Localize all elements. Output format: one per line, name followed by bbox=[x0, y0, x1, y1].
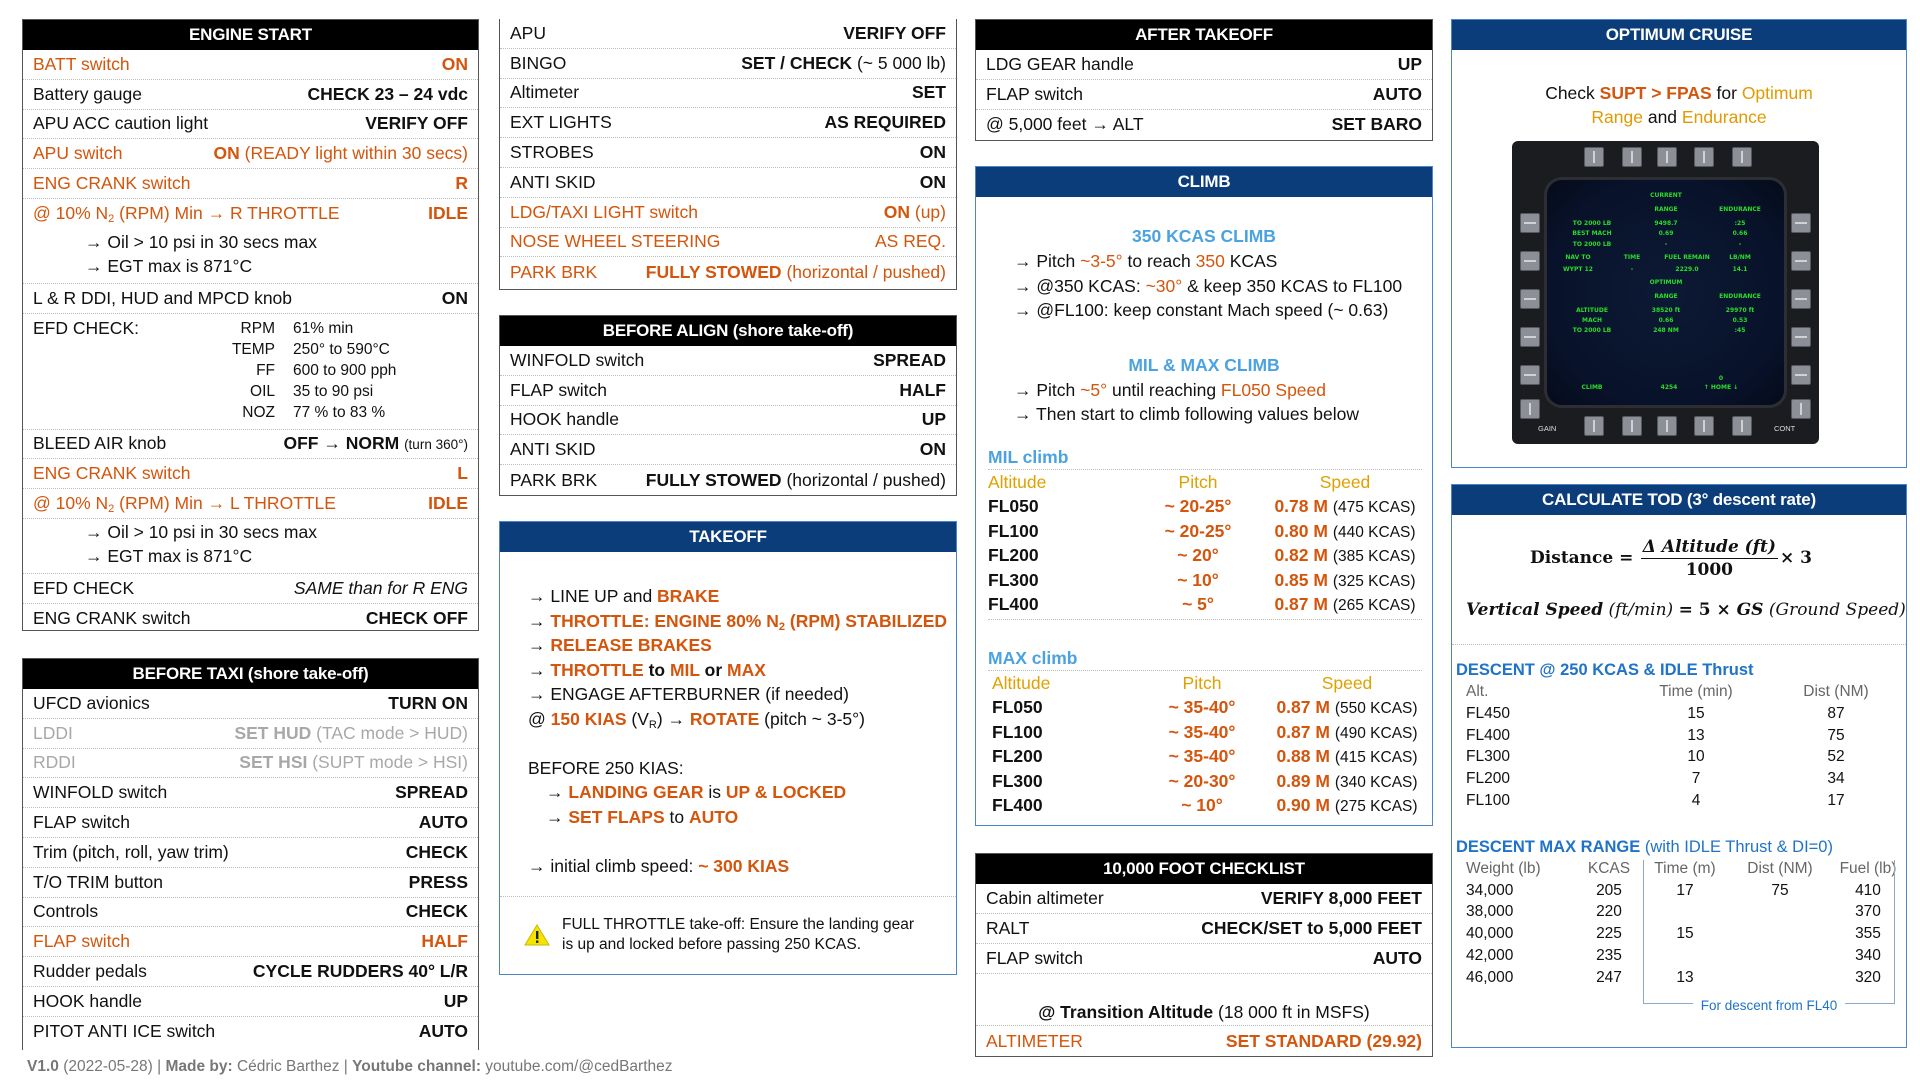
checklist-row bbox=[500, 346, 956, 376]
row-value: ON (up) bbox=[883, 201, 946, 222]
checklist-row bbox=[500, 49, 956, 79]
milmax-line-2: → Then start to climb following values below bbox=[1014, 404, 1359, 424]
checklist-row bbox=[23, 987, 478, 1017]
row-value: IDLE bbox=[428, 203, 468, 224]
row-label: APU bbox=[510, 22, 546, 43]
descent-table: Alt. Time (min) Dist (NM) FL450 15 87 FL400 13 75 FL300 10 52 FL200 7 34 FL100 4 17 bbox=[1456, 681, 1906, 812]
climb-title: CLIMB bbox=[976, 167, 1432, 197]
row-value: FULLY STOWED (horizontal / pushed) bbox=[645, 469, 946, 490]
mfd-bezel-button bbox=[1520, 365, 1540, 385]
row-label: FLAP switch bbox=[986, 83, 1083, 104]
before-taxi-title: BEFORE TAXI (shore take-off) bbox=[23, 659, 478, 689]
checklist-row bbox=[23, 139, 478, 169]
row-value: AUTO bbox=[418, 1021, 468, 1042]
row-label: Rudder pedals bbox=[33, 961, 147, 982]
calculate-tod-panel bbox=[1451, 484, 1907, 1048]
row-label: RDDI bbox=[33, 752, 76, 773]
row-value: AS REQUIRED bbox=[824, 112, 946, 133]
takeoff-title: TAKEOFF bbox=[500, 522, 956, 552]
checklist-row bbox=[23, 749, 478, 779]
row-label: EXT LIGHTS bbox=[510, 112, 612, 133]
row-label: Controls bbox=[33, 901, 99, 922]
row-value: AUTO bbox=[418, 812, 468, 833]
taxi-continued-panel bbox=[499, 19, 957, 290]
row-label: HOOK handle bbox=[510, 409, 619, 430]
checklist-row bbox=[500, 257, 956, 287]
eng-crank-l-row: ENG CRANK switch L bbox=[23, 459, 478, 489]
mfd-bezel-button bbox=[1622, 147, 1642, 167]
descent-row: FL450 15 87 bbox=[1466, 704, 1845, 722]
ten-thousand-title: 10,000 FOOT CHECKLIST bbox=[976, 854, 1432, 884]
checklist-row bbox=[500, 228, 956, 258]
mfd-bezel-button bbox=[1657, 147, 1677, 167]
checklist-row bbox=[976, 884, 1432, 914]
takeoff-line-3: → RELEASE BRAKES bbox=[528, 635, 712, 655]
checklist-row bbox=[23, 169, 478, 199]
climb-row: FL300 ~ 10° 0.85 M (325 KCAS) bbox=[988, 569, 1416, 590]
row-value: UP bbox=[443, 990, 468, 1011]
ten-thousand-panel bbox=[975, 853, 1433, 1057]
row-value: ON bbox=[919, 439, 946, 460]
row-label: LDDI bbox=[33, 722, 73, 743]
row-value: SET HSI (SUPT mode > HSI) bbox=[239, 752, 468, 773]
checklist-row bbox=[500, 376, 956, 406]
row-value: AS REQ. bbox=[875, 231, 946, 252]
row-value: SPREAD bbox=[873, 349, 946, 370]
throttle-l-row: @ 10% $N_2$ (RPM) Min → L THROTTLE IDLE bbox=[23, 489, 478, 519]
climb-row: FL100 ~ 20-25° 0.80 M (440 KCAS) bbox=[988, 520, 1416, 541]
row-label: RALT bbox=[986, 917, 1030, 938]
takeoff-line-9: → SET FLAPS to AUTO bbox=[546, 806, 739, 827]
footer: V1.0 (2022-05-28) | Made by: Cédric Barthez | Youtube channel: youtube.com/@cedBarthez bbox=[27, 1058, 673, 1075]
mfd-bezel-button bbox=[1520, 213, 1540, 233]
row-label: FLAP switch bbox=[986, 947, 1083, 968]
row-label: STROBES bbox=[510, 142, 594, 163]
checklist-row bbox=[500, 465, 956, 495]
vertical-speed-formula: Vertical Speed (ft/min) = 5 × GS (Ground Speed) bbox=[1466, 600, 1906, 620]
row-label: PARK BRK bbox=[510, 261, 598, 282]
checklist-row bbox=[976, 914, 1432, 944]
row-label: WINFOLD switch bbox=[33, 782, 168, 803]
row-value: CHECK 23 – 24 vdc bbox=[307, 83, 468, 104]
row-value: ON bbox=[441, 53, 468, 74]
checklist-row bbox=[500, 406, 956, 436]
row-label: BINGO bbox=[510, 52, 567, 73]
max-range-table: Weight (lb) KCAS Time (m) Dist (NM) Fuel (lb) 34,000 205 17 75 410 38,000 220 370 40,000 225 15 355 42,000 235 340 46,000 247 13 320 For descent from FL40 bbox=[1456, 858, 1906, 989]
checklist-row bbox=[500, 79, 956, 109]
cruise-line-1: Check SUPT > FPAS for Optimum bbox=[1545, 83, 1813, 103]
max-range-row: 34,000 205 17 75 410 bbox=[1466, 881, 1881, 899]
row-value: CYCLE RUDDERS 40° L/R bbox=[252, 961, 468, 982]
row-value: SPREAD bbox=[395, 782, 468, 803]
checklist-row bbox=[500, 435, 956, 465]
mfd-bezel-button bbox=[1791, 289, 1811, 309]
row-label: @ 5,000 feet → ALT bbox=[986, 113, 1144, 134]
row-value: FULLY STOWED (horizontal / pushed) bbox=[645, 261, 946, 282]
row-label: UFCD avionics bbox=[33, 692, 150, 713]
climb-row: FL400 ~ 10° 0.90 M (275 KCAS) bbox=[992, 795, 1418, 815]
max-climb-title: MAX climb bbox=[988, 647, 1078, 668]
row-label: HOOK handle bbox=[33, 990, 142, 1011]
cruise-line-2: Range and Endurance bbox=[1591, 107, 1767, 127]
row-value: UP bbox=[921, 409, 946, 430]
max-climb-table: Altitude Pitch Speed FL050 ~ 35-40° 0.87 M (550 KCAS) FL100 ~ 35-40° 0.87 M (490 KCAS) FL200 ~ 35-40° 0.88 M (415 KCAS) FL300 ~ 20-30° 0.89 M (340 KCAS) FL400 ~ 10° 0.90 M (275 KCAS) bbox=[988, 671, 1422, 818]
checklist-row bbox=[23, 868, 478, 898]
climb-row: FL200 ~ 35-40° 0.88 M (415 KCAS) bbox=[992, 746, 1418, 766]
kcas-climb-title: 350 KCAS CLIMB bbox=[1132, 226, 1276, 246]
descent-row: FL200 7 34 bbox=[1466, 770, 1845, 788]
row-label: WINFOLD switch bbox=[510, 349, 645, 370]
takeoff-line-4: → THROTTLE to MIL or MAX bbox=[528, 659, 766, 680]
row-value: ON bbox=[919, 142, 946, 163]
row-label: NOSE WHEEL STEERING bbox=[510, 231, 721, 252]
climb-row: FL200 ~ 20° 0.82 M (385 KCAS) bbox=[988, 545, 1416, 565]
mfd-bezel-button bbox=[1791, 327, 1811, 347]
checklist-row bbox=[976, 80, 1432, 110]
row-label: FLAP switch bbox=[510, 379, 607, 400]
tod-title: CALCULATE TOD (3° descent rate) bbox=[1452, 485, 1906, 515]
engine-r-notes: → Oil > 10 psi in 30 secs max → EGT max is 871°C bbox=[23, 229, 478, 284]
distance-formula: Distance = $\frac{\text{Δ Altitude (ft)}}{1000}$ × 3 bbox=[1530, 537, 1812, 580]
warning-icon bbox=[524, 924, 550, 946]
climb-row: FL050 ~ 35-40° 0.87 M (550 KCAS) bbox=[992, 697, 1418, 717]
descent-row: FL100 4 17 bbox=[1466, 791, 1845, 809]
row-value: CHECK bbox=[405, 901, 468, 922]
checklist-row bbox=[23, 778, 478, 808]
row-value: R bbox=[455, 173, 468, 194]
row-value: VERIFY OFF bbox=[843, 22, 946, 43]
row-label: ENG CRANK switch bbox=[33, 173, 191, 194]
row-label: PARK BRK bbox=[510, 469, 598, 490]
mfd-bezel-button bbox=[1732, 416, 1752, 436]
row-value: CHECK/SET to 5,000 FEET bbox=[1201, 917, 1422, 938]
kcas-line-2: → @350 KCAS: ~30° & keep 350 KCAS to FL100 bbox=[1014, 275, 1403, 296]
row-value: ON (READY light within 30 secs) bbox=[213, 143, 468, 164]
ddi-row: L & R DDI, HUD and MPCD knob ON bbox=[23, 284, 478, 314]
kcas-line-1: → Pitch ~3-5° to reach 350 KCAS bbox=[1014, 251, 1278, 271]
engine-l-notes: → Oil > 10 psi in 30 secs max → EGT max is 871°C bbox=[23, 519, 478, 574]
climb-row: FL400 ~ 5° 0.87 M (265 KCAS) bbox=[988, 594, 1416, 614]
after-takeoff-title: AFTER TAKEOFF bbox=[976, 20, 1432, 50]
takeoff-line-5: → ENGAGE AFTERBURNER (if needed) bbox=[528, 684, 849, 704]
checklist-row bbox=[500, 108, 956, 138]
before-taxi-panel bbox=[22, 658, 479, 1050]
mfd-bezel-button bbox=[1732, 147, 1752, 167]
checklist-row bbox=[976, 50, 1432, 80]
checklist-row bbox=[23, 110, 478, 140]
row-value: AUTO bbox=[1372, 83, 1422, 104]
row-value: HALF bbox=[899, 379, 946, 400]
row-label: ANTI SKID bbox=[510, 439, 596, 460]
row-label: LDG/TAXI LIGHT switch bbox=[510, 201, 699, 222]
max-range-row: 46,000 247 13 320 bbox=[1466, 968, 1881, 986]
row-value: CHECK bbox=[405, 841, 468, 862]
fl40-bracket bbox=[1643, 860, 1895, 1004]
row-label: APU switch bbox=[33, 143, 123, 164]
max-range-row: 42,000 235 340 bbox=[1466, 946, 1881, 964]
row-value: AUTO bbox=[1372, 947, 1422, 968]
takeoff-line-1: → LINE UP and BRAKE bbox=[528, 586, 720, 606]
mfd-bezel-button bbox=[1584, 416, 1604, 436]
mfd-bezel-button bbox=[1657, 416, 1677, 436]
checklist-row: @ 10% $N_2$ (RPM) Min → R THROTTLE IDLE bbox=[33, 202, 468, 225]
mfd-bezel-button bbox=[1791, 365, 1811, 385]
checklist-row bbox=[23, 927, 478, 957]
row-value: PRESS bbox=[408, 871, 468, 892]
climb-row: FL100 ~ 35-40° 0.87 M (490 KCAS) bbox=[992, 721, 1418, 742]
mfd-bezel-button bbox=[1584, 147, 1604, 167]
row-label: T/O TRIM button bbox=[33, 871, 163, 892]
row-value: VERIFY OFF bbox=[365, 113, 468, 134]
row-value: SET / CHECK (~ 5 000 lb) bbox=[741, 52, 946, 73]
checklist-row bbox=[500, 198, 956, 228]
mfd-bezel-button bbox=[1791, 399, 1811, 419]
row-label: Altimeter bbox=[510, 82, 580, 103]
mfd-bezel-button bbox=[1520, 251, 1540, 271]
after-takeoff-panel bbox=[975, 19, 1433, 141]
takeoff-panel bbox=[499, 521, 957, 975]
checklist-row bbox=[23, 1017, 478, 1047]
row-value: SET HUD (TAC mode > HUD) bbox=[234, 722, 468, 743]
mfd-bezel-button bbox=[1791, 213, 1811, 233]
row-label: BATT switch bbox=[33, 53, 130, 74]
milmax-climb-title: MIL & MAX CLIMB bbox=[1128, 354, 1280, 375]
checklist-row bbox=[500, 168, 956, 198]
takeoff-line-8: → LANDING GEAR is UP & LOCKED bbox=[546, 782, 847, 802]
altimeter-row: ALTIMETER SET STANDARD (29.92) bbox=[986, 1030, 1422, 1051]
climb-panel bbox=[975, 166, 1433, 826]
checklist-row bbox=[23, 838, 478, 868]
checklist-row bbox=[500, 19, 956, 49]
row-label: Trim (pitch, roll, yaw trim) bbox=[33, 841, 229, 862]
row-value: SET bbox=[911, 82, 946, 103]
mfd-bezel-button bbox=[1694, 416, 1714, 436]
row-value: UP bbox=[1397, 53, 1422, 74]
optimum-cruise-title: OPTIMUM CRUISE bbox=[1452, 20, 1906, 50]
efd-check: EFD CHECK: RPM 61% min TEMP 250° to 590°C FF 600 to 900 pph OIL 35 to 90 psi NOZ 77 % to 83 % bbox=[23, 314, 478, 430]
takeoff-line-7: BEFORE 250 KIAS: bbox=[528, 757, 684, 778]
mfd-bezel-button bbox=[1520, 289, 1540, 309]
mfd-bezel-button bbox=[1694, 147, 1714, 167]
mfd-bezel-button bbox=[1520, 327, 1540, 347]
checklist-row bbox=[500, 138, 956, 168]
optimum-cruise-panel bbox=[1451, 19, 1907, 468]
descent-row: FL300 10 52 bbox=[1466, 748, 1845, 766]
row-value: ON bbox=[919, 171, 946, 192]
row-label: Battery gauge bbox=[33, 83, 142, 104]
takeoff-line-2: → THROTTLE: ENGINE 80% $N_2$ (RPM) STABILIZED bbox=[528, 610, 948, 633]
checklist-row bbox=[23, 50, 478, 80]
checklist-row bbox=[23, 80, 478, 110]
descent-row: FL400 13 75 bbox=[1466, 726, 1845, 744]
takeoff-line-10: → initial climb speed: ~ 300 KIAS bbox=[528, 855, 790, 876]
checklist-row bbox=[23, 689, 478, 719]
row-label: ANTI SKID bbox=[510, 171, 596, 192]
checklist-row bbox=[23, 808, 478, 838]
row-label: LDG GEAR handle bbox=[986, 53, 1134, 74]
milmax-line-1: → Pitch ~5° until reaching FL050 Speed bbox=[1014, 379, 1327, 400]
max-range-row: 40,000 225 15 355 bbox=[1466, 925, 1881, 943]
takeoff-line-6: @ 150 KIAS $(V_R)$ → ROTATE (pitch ~ 3-5°) bbox=[528, 708, 865, 731]
mil-climb-title: MIL climb bbox=[988, 446, 1069, 467]
row-label: APU ACC caution light bbox=[33, 113, 209, 134]
row-value: HALF bbox=[421, 931, 468, 952]
efd-l-row: EFD CHECK SAME than for R ENG bbox=[23, 574, 478, 604]
kcas-line-3: → @FL100: keep constant Mach speed (~ 0.63) bbox=[1014, 300, 1389, 320]
eng-crank-off-row: ENG CRANK switch CHECK OFF bbox=[33, 608, 468, 629]
mfd-bezel-button bbox=[1791, 251, 1811, 271]
mfd-bezel-button bbox=[1622, 416, 1642, 436]
checklist-row bbox=[23, 898, 478, 928]
checklist-row bbox=[23, 957, 478, 987]
row-label: Cabin altimeter bbox=[986, 887, 1104, 908]
climb-row: FL300 ~ 20-30° 0.89 M (340 KCAS) bbox=[992, 770, 1418, 791]
fpas-mfd-image: CURRENT RANGE ENDURANCE TO 2000 LB 9498.7 :25 BEST MACH 0.69 0.66 TO 2000 LB - - NAV TO TIME FUEL REMAIN LB/NM WYPT 12 - 2229.0 14.1 OPTIMUM RANGE ENDURANCE ALTITUDE 38520 ft 29970 ft MACH 0.66 0.53 TO 2000 LB 248 NM :45 0 CLIMB 4254 ↑ HOME ↓ GAIN CONT bbox=[1512, 141, 1819, 444]
max-range-row: 38,000 220 370 bbox=[1466, 903, 1881, 921]
row-label: PITOT ANTI ICE switch bbox=[33, 1021, 216, 1042]
transition-altitude: @ Transition Altitude (18 000 ft in MSFS) bbox=[976, 998, 1432, 1026]
row-value: VERIFY 8,000 FEET bbox=[1260, 887, 1422, 908]
before-align-title: BEFORE ALIGN (shore take-off) bbox=[500, 316, 956, 346]
engine-start-title: ENGINE START bbox=[23, 20, 478, 50]
checklist-row bbox=[976, 944, 1432, 974]
row-label: FLAP switch bbox=[33, 931, 130, 952]
row-label: FLAP switch bbox=[33, 812, 130, 833]
engine-start-panel bbox=[22, 19, 479, 631]
row-value: TURN ON bbox=[388, 692, 468, 713]
mfd-bezel-button bbox=[1520, 399, 1540, 419]
before-align-panel bbox=[499, 315, 957, 496]
bleed-air-row: BLEED AIR knob OFF → NORM (turn 360°) bbox=[23, 430, 478, 460]
row-value: SET BARO bbox=[1331, 113, 1422, 134]
checklist-row bbox=[23, 719, 478, 749]
checklist-row bbox=[976, 110, 1432, 140]
climb-row: FL050 ~ 20-25° 0.78 M (475 KCAS) bbox=[988, 496, 1416, 516]
takeoff-warning: FULL THROTTLE take-off: Ensure the landing gear is up and locked before passing 250 KCAS. bbox=[500, 897, 956, 955]
descent-title: DESCENT @ 250 KCAS & IDLE Thrust bbox=[1456, 661, 1754, 679]
max-range-title: DESCENT MAX RANGE (with IDLE Thrust & DI=0) bbox=[1456, 837, 1833, 856]
mil-climb-table: Altitude Pitch Speed FL050 ~ 20-25° 0.78 M (475 KCAS) FL100 ~ 20-25° 0.80 M (440 KCAS) FL200 ~ 20° 0.82 M (385 KCAS) FL300 ~ 10° 0.85 M (325 KCAS) FL400 ~ 5° 0.87 M (265 KCAS) bbox=[988, 470, 1422, 617]
